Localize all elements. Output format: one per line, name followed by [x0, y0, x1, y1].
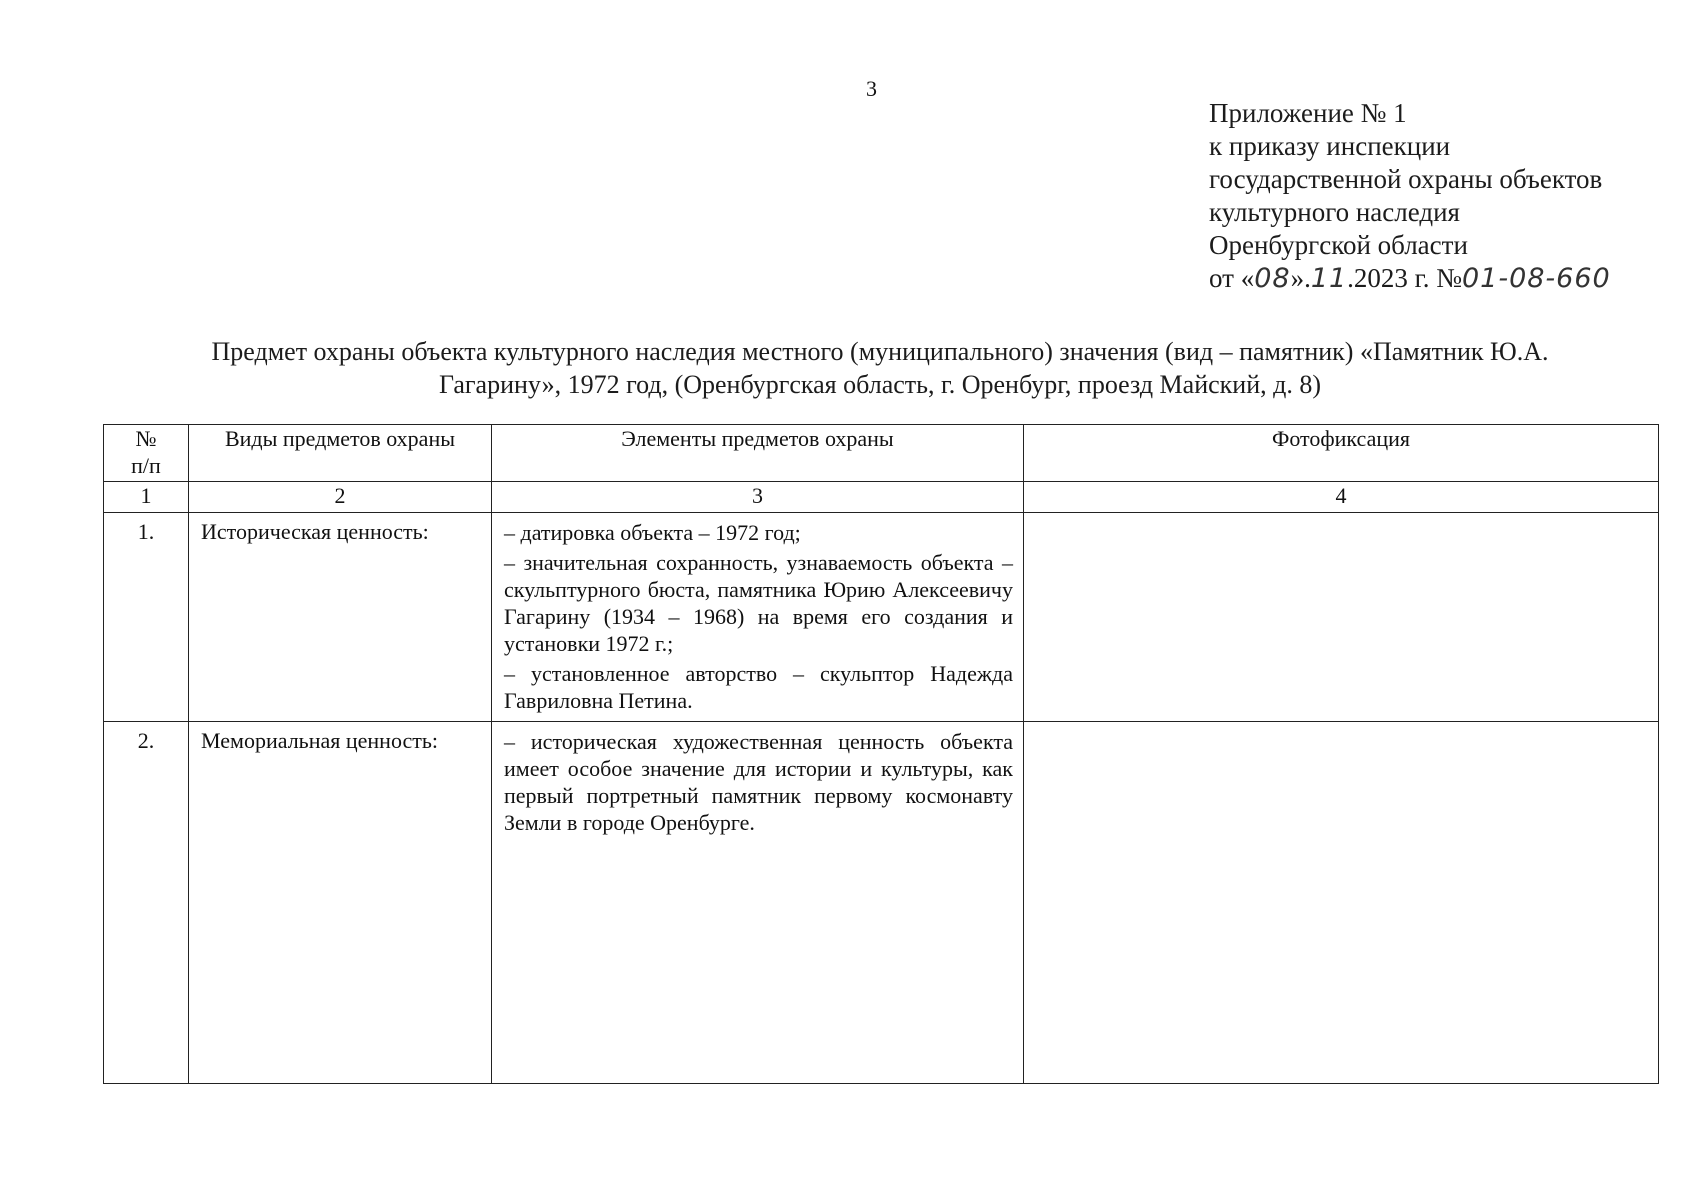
page-number: 3 — [866, 76, 877, 101]
column-number-row — [104, 482, 1659, 513]
column-number: 2 — [189, 482, 492, 513]
appendix-date-line — [1209, 262, 1689, 295]
appendix-header — [1209, 97, 1689, 295]
date-year: .2023 г. № — [1347, 263, 1462, 293]
header-elements: Элементы предметов охраны — [492, 425, 1024, 482]
row-photo — [1024, 722, 1659, 1084]
appendix-line: культурного наследия — [1209, 197, 1460, 227]
order-number: 01-08-660 — [1461, 263, 1611, 294]
column-number: 3 — [492, 482, 1024, 513]
appendix-line: к приказу инспекции — [1209, 131, 1451, 161]
appendix-line: Приложение № 1 — [1209, 98, 1407, 128]
protection-table — [103, 424, 1659, 1084]
row-elements — [492, 722, 1024, 1084]
row-kind: Мемориальная ценность: — [189, 722, 492, 1084]
table-header-row — [104, 425, 1659, 482]
header-photo: Фотофиксация — [1024, 425, 1659, 482]
column-number: 4 — [1024, 482, 1659, 513]
header-num-text: № п/п — [131, 426, 161, 478]
date-separator: ». — [1290, 263, 1311, 293]
element-item: – историческая художественная ценность объекта имеет особое значение для истории и культуры, как первый портретный памятник первому космонавту Земли в городе Оренбурге. — [504, 729, 1013, 835]
element-item: – датировка объекта – 1972 год; — [504, 520, 801, 545]
element-item: – значительная сохранность, узнаваемость объекта – скульптурного бюста, памятника Юрию Алексеевичу Гагарину (1934 – 1968) на время его создания и установки 1972 г.; — [504, 550, 1013, 656]
date-month: 11 — [1310, 263, 1348, 294]
appendix-line: Оренбургской области — [1209, 230, 1468, 260]
row-kind: Историческая ценность: — [189, 513, 492, 722]
title-line: Предмет охраны объекта культурного наследия местного (муниципального) значения (вид – памятник) «Памятник Ю.А. — [211, 337, 1549, 366]
table-row — [104, 513, 1659, 722]
row-photo — [1024, 513, 1659, 722]
column-number: 1 — [104, 482, 189, 513]
title-line: Гагарину», 1972 год, (Оренбургская область, г. Оренбург, проезд Майский, д. 8) — [438, 370, 1322, 399]
date-day: 08 — [1254, 263, 1291, 294]
row-number: 2. — [104, 722, 189, 1084]
table-row — [104, 722, 1659, 1084]
row-number: 1. — [104, 513, 189, 722]
appendix-line: государственной охраны объектов — [1209, 164, 1603, 194]
header-num — [104, 425, 189, 482]
row-elements — [492, 513, 1024, 722]
header-kind: Виды предметов охраны — [189, 425, 492, 482]
date-prefix: от « — [1209, 263, 1255, 293]
document-title — [130, 335, 1630, 401]
element-item: – установленное авторство – скульптор Надежда Гавриловна Петина. — [504, 661, 1013, 713]
